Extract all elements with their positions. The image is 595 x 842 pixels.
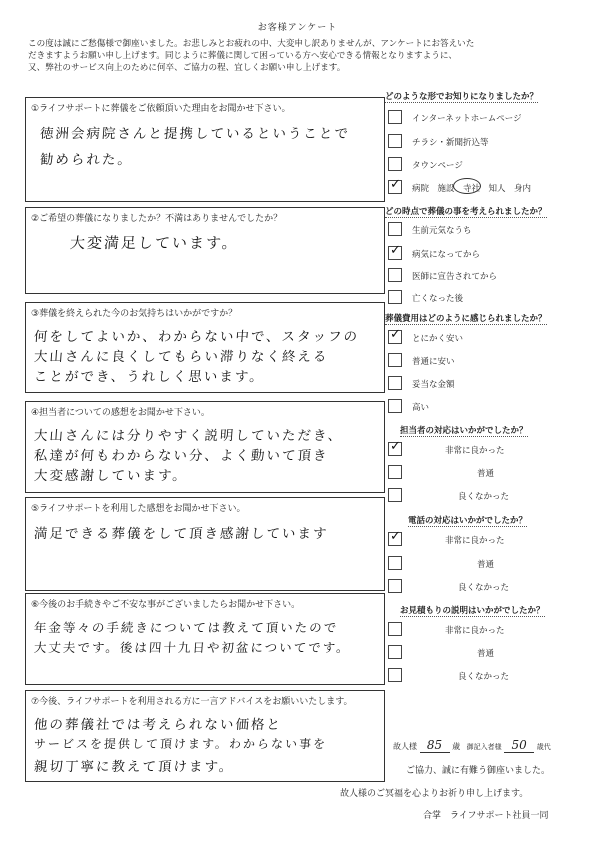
- side-question-2-label: どの時点で葬儀の事を考えられましたか？: [385, 207, 547, 217]
- question-7-answer-line: サービスを提供して頂けます。わからない事を: [33, 737, 328, 751]
- question-4-box: [25, 401, 385, 493]
- question-1-answer-line: 徳洲会病院さんと提携しているということで: [39, 126, 351, 142]
- check-mark-icon: ✓: [390, 243, 401, 258]
- question-3-label: ③葬儀を終えられた今のお気持ちはいかがですか？: [31, 309, 238, 319]
- checkbox-phone-normal[interactable]: [388, 556, 402, 570]
- question-7-box: [25, 690, 385, 782]
- question-6-answer-line: 年金等々の手続きについては教えて頂いたので: [33, 620, 339, 635]
- check-mark-icon: ✓: [390, 529, 401, 544]
- side-question-3-label: 葬儀費用はどのように感じられましたか？: [385, 314, 547, 324]
- deceased-age-label: 故人様: [393, 742, 417, 751]
- checkbox-phone-very-good[interactable]: [388, 529, 402, 546]
- option-label: 妥当な金額: [412, 380, 455, 390]
- option-label: インターネットホームページ: [412, 114, 522, 124]
- question-3-answer-line: ことができ、うれしく思います。: [33, 369, 266, 385]
- question-6-answer-line: 大丈夫です。後は四十九日や初盆についてです。: [33, 640, 352, 655]
- check-mark-icon: ✓: [390, 327, 401, 342]
- prayer-text: 故人様のご冥福を心よりお祈り申し上げます。: [340, 789, 529, 799]
- option-label: 普通: [477, 649, 495, 659]
- checkbox-timing-alive[interactable]: [388, 222, 402, 236]
- side-question-1-label: どのような形でお知りになりましたか？: [385, 92, 539, 102]
- question-5-box: [25, 497, 385, 591]
- checkbox-cost-cheap[interactable]: [388, 353, 402, 367]
- option-label: 病院 施設 寺社 知人 身内: [412, 184, 532, 194]
- deceased-age-field[interactable]: 85: [420, 738, 450, 753]
- question-7-answer-line: 親切丁寧に教えて頂けます。: [33, 759, 235, 775]
- checkbox-estimate-not-good[interactable]: [388, 668, 402, 682]
- checkbox-staff-not-good[interactable]: [388, 488, 402, 502]
- option-label: 病気になってから: [412, 250, 481, 260]
- option-label: 生前元気なうち: [412, 226, 472, 236]
- question-6-box: [25, 593, 385, 685]
- checkbox-source-flyer[interactable]: [388, 134, 402, 148]
- question-6-label: ⑥今後のお手続きやご不安な事がございましたらお聞かせ下さい。: [31, 600, 301, 610]
- checkbox-estimate-normal[interactable]: [388, 645, 402, 659]
- question-2-box: [25, 207, 385, 294]
- question-2-answer-line: 大変満足しています。: [69, 234, 240, 252]
- question-2-label: ②ご希望の葬儀になりましたか？不満はありませんでしたか？: [31, 214, 283, 224]
- question-4-answer-line: 私達が何もわからない分、よく動いて頂き: [33, 448, 329, 464]
- thanks-text: ご協力、誠に有難う御座いました。: [406, 766, 551, 776]
- option-label: 高い: [412, 403, 430, 413]
- option-label: チラシ・新聞折込等: [412, 138, 489, 148]
- signature-text: 合掌 ライフサポート社員一同: [423, 811, 549, 821]
- intro-text: [28, 38, 568, 74]
- checkbox-timing-declared[interactable]: [388, 268, 402, 282]
- checkbox-source-internet[interactable]: [388, 110, 402, 124]
- question-5-label: ⑤ライフサポートを利用した感想をお聞かせ下さい。: [31, 504, 246, 514]
- intro-line: この度は誠にご愁傷様で御座いました。お悲しみとお疲れの中、大変申し訳ありませんが、アンケートにお答えいた: [28, 39, 475, 49]
- age-info: [393, 738, 551, 753]
- question-7-label: ⑦今後、ライフサポートを利用される方に一言アドバイスをお願いいたします。: [31, 697, 353, 707]
- writer-age-field[interactable]: 50: [504, 738, 534, 753]
- option-label: 非常に良かった: [445, 446, 505, 456]
- intro-line: 又、弊社のサービス向上のために何卒、ご協力の程、宜しくお願い申し上げます。: [28, 63, 346, 73]
- checkbox-source-hospital[interactable]: [388, 177, 402, 194]
- option-label: 普通: [477, 469, 495, 479]
- question-4-answer-line: 大変感謝しています。: [33, 468, 189, 484]
- option-label: 非常に良かった: [445, 626, 505, 636]
- checkbox-phone-not-good[interactable]: [388, 579, 402, 593]
- option-label: 良くなかった: [458, 583, 510, 593]
- checkbox-staff-very-good[interactable]: [388, 439, 402, 456]
- checkbox-estimate-very-good[interactable]: [388, 622, 402, 636]
- side-question-6-label: お見積もりの説明はいかがでしたか？: [400, 606, 545, 616]
- intro-line: だきますようお願い申し上げます。同じように葬儀に関して困っている方へ安心できる情報となりますように、: [28, 51, 458, 61]
- side-question-4-label: 担当者の対応はいかがでしたか？: [400, 426, 528, 436]
- checkbox-timing-sick[interactable]: [388, 243, 402, 260]
- question-4-answer-line: 大山さんには分りやすく説明していただき、: [33, 428, 344, 444]
- checkbox-cost-very-cheap[interactable]: [388, 327, 402, 344]
- question-1-box: [25, 97, 385, 202]
- option-label: 良くなかった: [458, 672, 510, 682]
- deceased-age-unit: 歳: [452, 742, 461, 751]
- page-title: お客様アンケート: [257, 23, 338, 33]
- option-label: 非常に良かった: [445, 536, 505, 546]
- question-3-answer-line: 何をしてよいか、わからない中で、スタッフの: [33, 329, 360, 345]
- writer-age-label: 御記入者様: [466, 743, 502, 751]
- option-label: タウンページ: [412, 161, 463, 171]
- option-label: 医師に宣告されてから: [412, 272, 498, 282]
- circle-mark-icon: [453, 178, 481, 194]
- option-label: とにかく安い: [412, 334, 464, 344]
- checkbox-staff-normal[interactable]: [388, 465, 402, 479]
- question-5-answer-line: 満足できる葬儀をして頂き感謝しています: [33, 526, 329, 542]
- question-4-label: ④担当者についての感想をお聞かせ下さい。: [31, 408, 210, 418]
- question-1-answer-line: 勧められた。: [39, 152, 134, 168]
- option-label: 普通: [477, 560, 495, 570]
- checkbox-cost-expensive[interactable]: [388, 399, 402, 413]
- writer-age-unit: 歳代: [536, 743, 551, 751]
- check-mark-icon: ✓: [390, 439, 401, 454]
- question-3-answer-line: 大山さんに良くしてもらい滞りなく終える: [33, 349, 329, 365]
- question-3-box: [25, 302, 385, 393]
- option-label: 普通に安い: [412, 357, 455, 367]
- check-mark-icon: ✓: [390, 177, 401, 192]
- option-label: 良くなかった: [458, 492, 510, 502]
- checkbox-source-townpage[interactable]: [388, 157, 402, 171]
- option-label: 亡くなった後: [412, 294, 464, 304]
- question-1-label: ①ライフサポートに葬儀をご依頼頂いた理由をお聞かせ下さい。: [31, 104, 291, 114]
- side-question-5-label: 電話の対応はいかがでしたか？: [408, 516, 528, 526]
- checkbox-timing-after[interactable]: [388, 290, 402, 304]
- checkbox-cost-fair[interactable]: [388, 376, 402, 390]
- question-7-answer-line: 他の葬儀社では考えられない価格と: [33, 717, 283, 733]
